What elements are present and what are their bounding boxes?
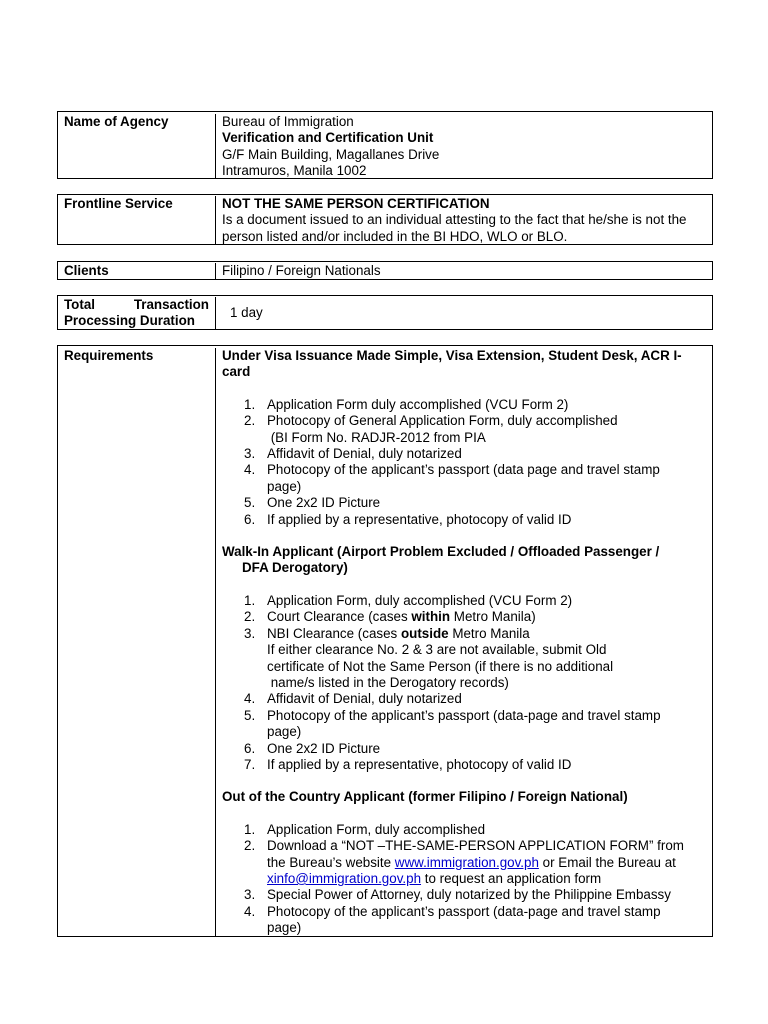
frontline-description-line1: Is a document issued to an individual attesting to the fact that he/she is not the	[222, 212, 687, 228]
list-item: 2. Photocopy of General Application Form, duly accomplished (BI Form No. RADJR-2012 from PIA	[244, 413, 618, 445]
duration-label-line2: Processing Duration	[64, 313, 195, 329]
clients-label: Clients	[58, 263, 216, 279]
list-item: 1. Application Form duly accomplished (VCU Form 2)	[244, 396, 569, 412]
list-item: 1. Application Form, duly accomplished	[244, 821, 486, 837]
agency-label: Name of Agency	[58, 114, 216, 178]
abroad-heading: Out of the Country Applicant (former Filipino / Foreign National)	[222, 789, 628, 805]
frontline-label: Frontline Service	[58, 196, 216, 244]
agency-address-line2: Intramuros, Manila 1002	[222, 163, 367, 179]
list-item: 5. One 2x2 ID Picture	[244, 495, 381, 511]
walkin-heading-line1: Walk-In Applicant (Airport Problem Excluded / Offloaded Passenger /	[222, 544, 660, 560]
list-item: 5. Photocopy of the applicant’s passport (data-page and travel stamp page)	[244, 707, 661, 740]
list-item: 1. Application Form, duly accomplished (VCU Form 2)	[244, 592, 573, 608]
clients-row	[57, 261, 713, 280]
requirements-label: Requirements	[58, 348, 216, 936]
duration-value	[216, 297, 712, 329]
agency-unit: Verification and Certification Unit	[222, 130, 434, 146]
list-item: 4. Affidavit of Denial, duly notarized	[244, 691, 462, 707]
requirements-row	[57, 345, 713, 937]
abroad-requirements-list	[222, 822, 707, 937]
agency-name: Bureau of Immigration	[222, 114, 354, 129]
duration-label-word2: Transaction	[133, 297, 209, 312]
walkin-requirements-list	[222, 593, 707, 773]
duration-label-line1	[64, 297, 209, 313]
frontline-row	[57, 194, 713, 245]
duration-value-text: 1 day	[230, 305, 263, 320]
duration-label	[58, 297, 216, 329]
frontline-description-line2: person listed and/or included in the BI HDO, WLO or BLO.	[222, 228, 568, 244]
duration-label-word1: Total	[64, 297, 95, 312]
visa-heading-line2: card	[222, 364, 251, 380]
list-item: 3. Special Power of Attorney, duly notarized by the Philippine Embassy	[244, 887, 671, 903]
visa-requirements-list	[222, 397, 707, 528]
list-item: 7. If applied by a representative, photocopy of valid ID	[244, 756, 572, 772]
walkin-heading-line2: DFA Derogatory)	[242, 560, 348, 576]
list-item: 3. Affidavit of Denial, duly notarized	[244, 446, 462, 462]
agency-row	[57, 111, 713, 179]
list-item: 6. If applied by a representative, photocopy of valid ID	[244, 511, 572, 527]
website-link[interactable]: www.immigration.gov.ph	[394, 854, 539, 870]
list-item: 6. One 2x2 ID Picture	[244, 740, 381, 756]
list-item: 4. Photocopy of the applicant’s passport (data-page and travel stamp page)	[244, 903, 661, 936]
requirements-value	[216, 348, 712, 936]
agency-value	[216, 114, 712, 178]
frontline-value	[216, 196, 712, 244]
duration-row	[57, 295, 713, 330]
list-item: 3. NBI Clearance (cases outside Metro Manila If either clearance No. 2 & 3 are not available, submit Old certificate of Not the Same Person (if there is no additional name/s listed in the Derogatory records)	[244, 625, 614, 690]
frontline-title: NOT THE SAME PERSON CERTIFICATION	[222, 196, 490, 211]
list-item: 2. Download a “NOT –THE-SAME-PERSON APPLICATION FORM” from the Bureau’s website www.immigration.gov.ph or Email the Bureau at xinfo@immigration.gov.ph to request an application form	[244, 838, 684, 886]
visa-heading-line1: Under Visa Issuance Made Simple, Visa Extension, Student Desk, ACR I-	[222, 348, 682, 363]
agency-address-line1: G/F Main Building, Magallanes Drive	[222, 146, 440, 162]
list-item: 2. Court Clearance (cases within Metro Manila)	[244, 609, 536, 625]
email-link[interactable]: xinfo@immigration.gov.ph	[267, 870, 422, 886]
clients-value: Filipino / Foreign Nationals	[222, 263, 381, 278]
list-item: 4. Photocopy of the applicant’s passport (data page and travel stamp page)	[244, 462, 660, 494]
